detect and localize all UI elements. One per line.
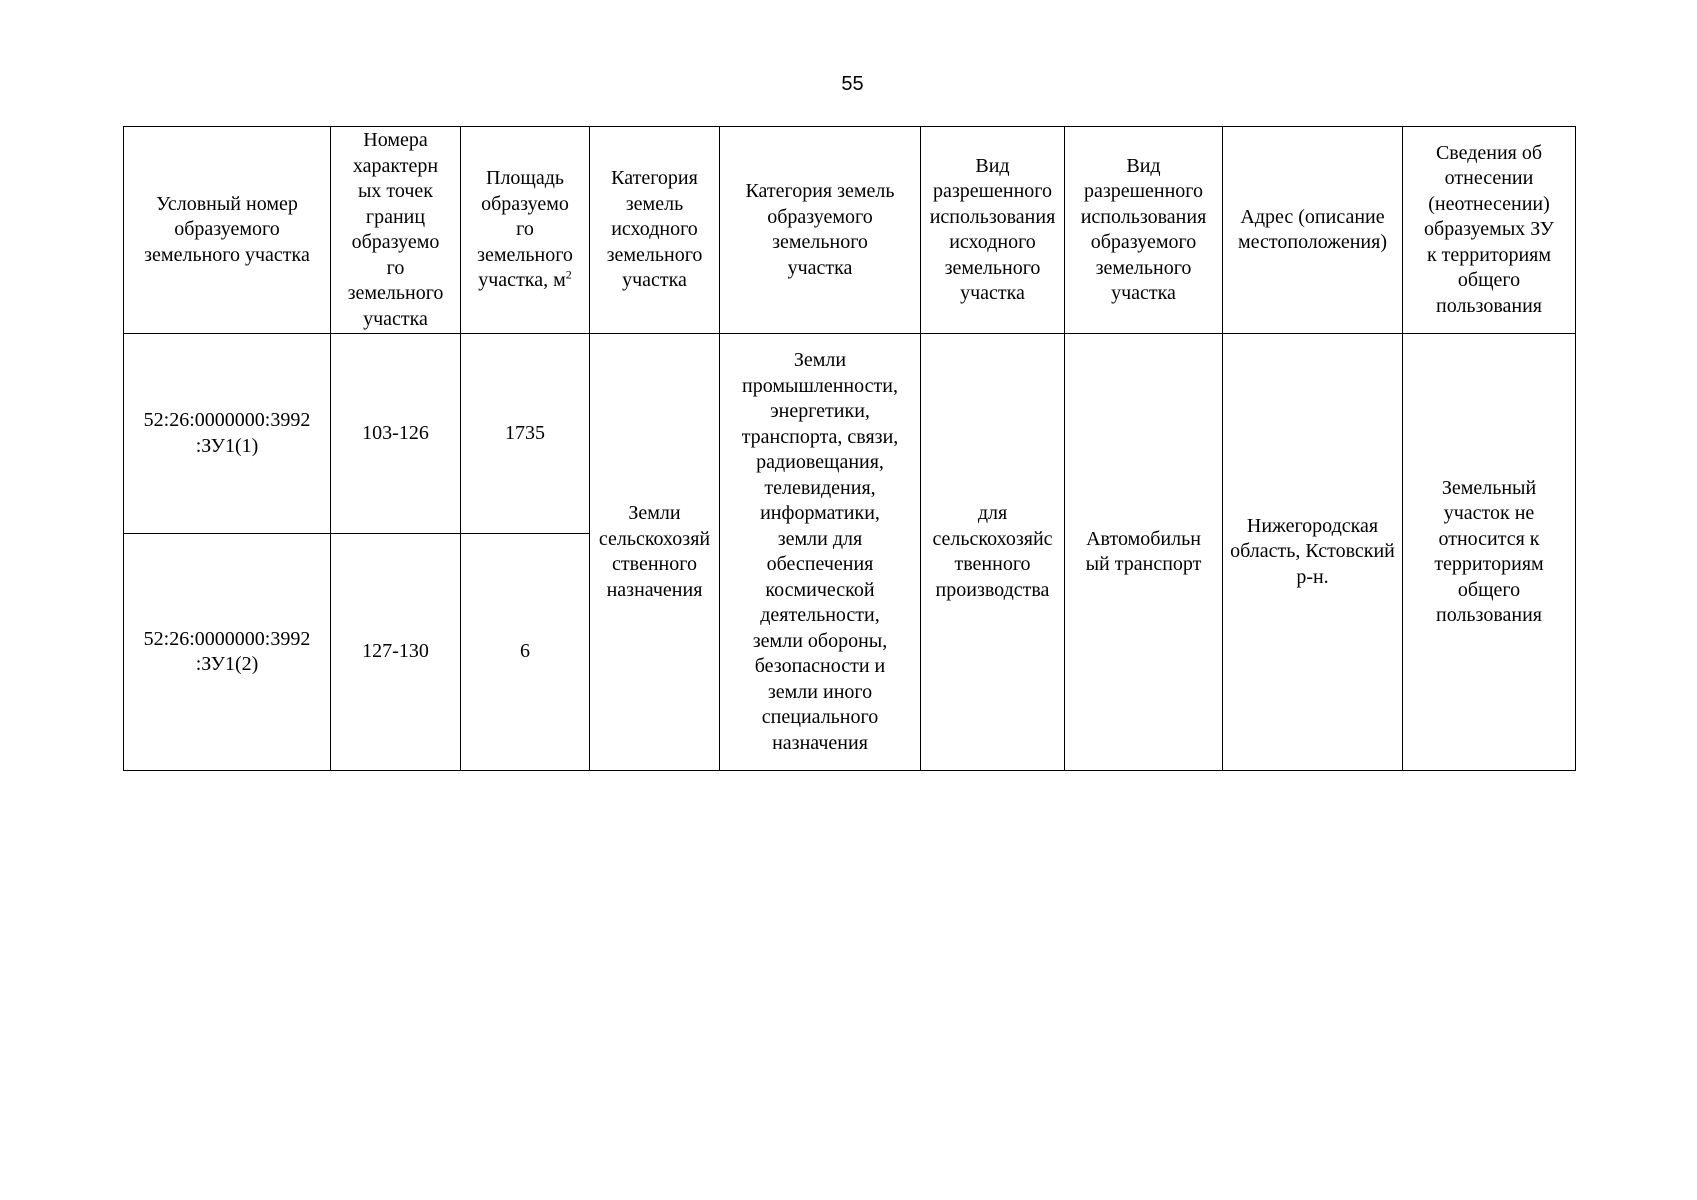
header-formed-category: Категория земель образуемого земельного участка	[720, 127, 921, 334]
cell-parcel-number: 52:26:0000000:3992 :ЗУ1(2)	[124, 534, 331, 771]
cell-boundary-points: 103-126	[331, 334, 461, 534]
header-public-use: Сведения об отнесении (неотнесении) образуемых ЗУ к территориям общего пользования	[1403, 127, 1576, 334]
page-number: 55	[841, 73, 864, 95]
cell-public-use: Земельный участок не относится к территориям общего пользования	[1403, 334, 1576, 771]
cell-address: Нижегородская область, Кстовский р-н.	[1223, 334, 1403, 771]
cell-formed-category: Земли промышленности, энергетики, транспорта, связи, радиовещания, телевидения, информатики, земли для обеспечения космической деятельности, земли обороны, безопасности и земли иного специального назначения	[720, 334, 921, 771]
header-formed-use: Вид разрешенного использования образуемого земельного участка	[1065, 127, 1223, 334]
header-parcel-number: Условный номер образуемого земельного участка	[124, 127, 331, 334]
cell-area: 1735	[461, 334, 590, 534]
header-address: Адрес (описание местоположения)	[1223, 127, 1403, 334]
cell-area: 6	[461, 534, 590, 771]
cell-source-use: для сельскохозяйс твенного производства	[921, 334, 1065, 771]
area-unit-superscript: 2	[565, 267, 572, 282]
header-boundary-points: Номера характерн ых точек границ образуемо го земельного участка	[331, 127, 461, 334]
header-source-use: Вид разрешенного использования исходного земельного участка	[921, 127, 1065, 334]
cell-boundary-points: 127-130	[331, 534, 461, 771]
land-parcel-table	[123, 126, 1576, 771]
cell-source-category: Земли сельскохозяй ственного назначения	[590, 334, 720, 771]
cell-parcel-number: 52:26:0000000:3992 :ЗУ1(1)	[124, 334, 331, 534]
header-area: Площадь образуемо го земельного участка, $м^2$	[461, 127, 590, 334]
table-row	[124, 334, 1576, 534]
cell-formed-use: Автомобильн ый транспорт	[1065, 334, 1223, 771]
table-header-row	[124, 127, 1576, 334]
header-source-category: Категория земель исходного земельного участка	[590, 127, 720, 334]
